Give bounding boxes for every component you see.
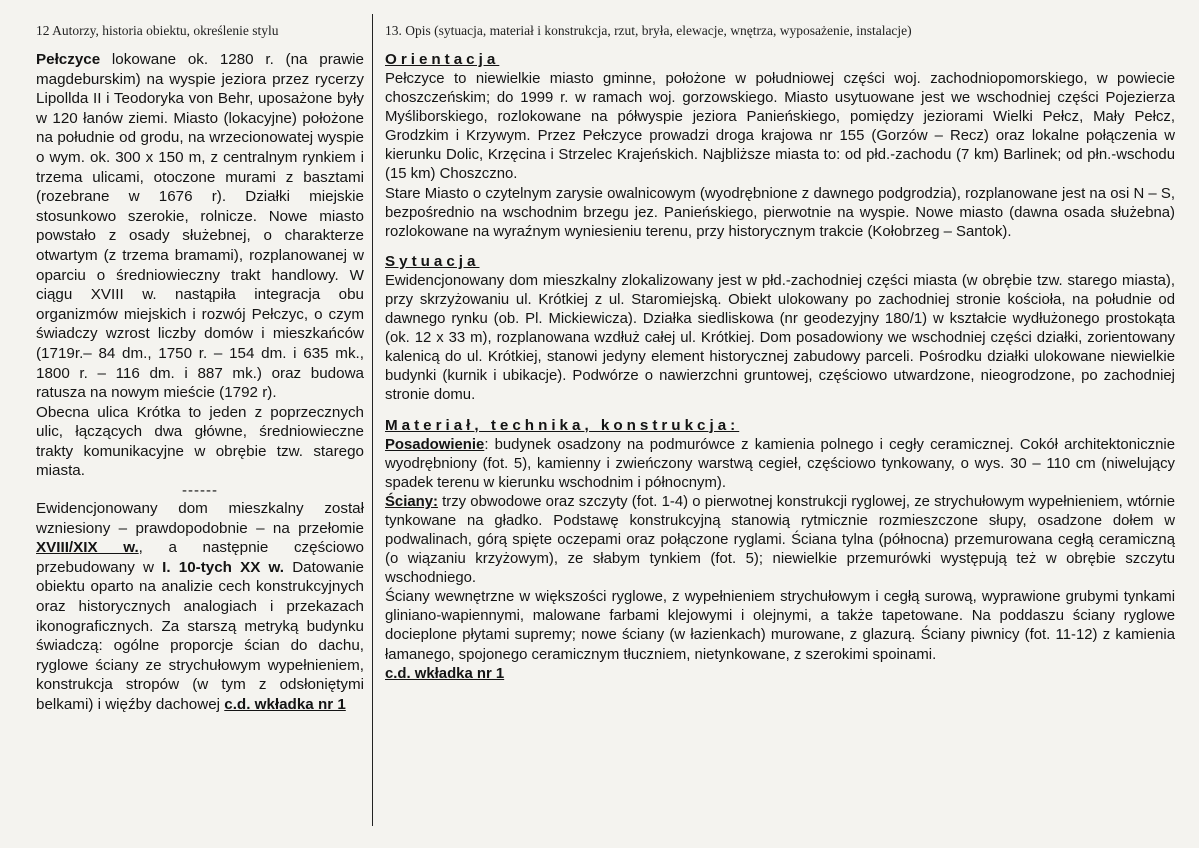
dating-text-a: Ewidencjonowany dom mieszkalny został wzniesiony – prawdopodobnie – na przełomie — [36, 500, 364, 537]
continuation-note-left: c.d. wkładka nr 1 — [224, 696, 346, 713]
material-heading: Materiał, technika, konstrukcja: — [385, 416, 740, 434]
history-text: lokowane ok. 1280 r. (na prawie magdeburskim) na wyspie jeziora przez rycerzy Lipollda II i Teodoryka von Behr, uposażone były w 120 łanów ziemi. Miasto (lokacyjne) położone na południe od grodu, na wrzecionowatej wyspie o wym. ok. 300 x 150 m, z centralnym rynkiem i trzema ulicami, otoczone murami z basztami (rozebrane w 1676 r). Działki miejskie stosunkowo szerokie, rolnicze. Nowe miasto powstało z osady służebnej, o charakterze otwartym (z trzema bramami), rozplanowanej w oparciu o średniowieczny trakt handlowy. W ciągu XVIII w. nastąpiła integracja obu organizmów miejskich i rozwój Pełczyc, o czym świadczy wzrost liczby domów i mieszkańców (1719r.– 84 dm., 1750 r. – 154 dm. i 635 mk., 1800 r. – 116 dm. i 887 mk.) oraz budowa ratusza na nowym mieście (1792 r). — [36, 51, 364, 402]
history-paragraph — [36, 50, 364, 403]
sytuacja-heading: Sytuacja — [385, 252, 480, 270]
sytuacja-paragraph: Ewidencjonowany dom mieszkalny zlokalizowany jest w płd.-zachodniej części miasta (w obrębie tzw. starego miasta), przy skrzyżowaniu ul. Krótkiej z ul. Staromiejską. Obiekt ulokowany po zachodniej stronie kościoła, na południe od dawnego rynku (ob. Pl. Mickiewicza). Działka siedliskowa (nr geodezyjny 180/1) w kształcie wydłużonego prostokąta (ok. 12 x 33 m), rozplanowana wzdłuż całej ul. Krótkiej. Dom posadowiony we wschodniej części działki, zorientowany kalenicą do ul. Krótkiej, stanowi jedyny element historycznej zabudowy parceli. Pośrodku działki ulokowane niewielkie budynki (kurnik i ubikacje). Podwórze o nawierzchni gruntowej, częściowo utwardzone, nieogrodzone, po zachodniej stronie domu. — [385, 272, 1175, 404]
posadowienie-text: : budynek osadzony na podmurówce z kamienia polnego i cegły ceramicznej. Cokół architektonicznie wyodrębniony (fot. 5), kamienny i zwieńczony warstwą cegieł, częściowo tynkowany, o wys. 30 – 110 cm (niwelujący spadek terenu w kierunku wschodnim i północnym). — [385, 436, 1175, 491]
posadowienie-paragraph — [385, 436, 1175, 493]
right-column-header: 13. Opis (sytuacja, materiał i konstrukcja, rzut, bryła, elewacje, wnętrza, wyposażenie, instalacje) — [385, 23, 912, 38]
dating-rebuild: I. 10-tych XX w. — [162, 558, 285, 576]
section-separator: ------ — [182, 482, 218, 500]
orientacja-paragraph-1: Pełczyce to niewielkie miasto gminne, położone w południowej części woj. zachodniopomorskiego, w powiecie choszczeńskim; do 1999 r. w ramach woj. gorzowskiego. Miasto usytuowane jest we wschodniej części Pojezierza Myśliborskiego, rozlokowane na półwyspie jeziora Panieńskiego, pomiędzy jeziorami Wielki Pełcz, Mały Pełcz, Grodzkim i Krzywym. Przez Pełczyce prowadzi droga krajowa nr 155 (Gorzów – Recz) oraz lokalne połączenia w kierunku Dolic, Krzęcina i Strzelec Krajeńskich. Najbliższe miasta to: od płd.-zachodu (7 km) Barlinek; od płn.-wschodu (15 km) Choszczno. — [385, 71, 1175, 183]
sciany-text: trzy obwodowe oraz szczyty (fot. 1-4) o pierwotnej konstrukcji ryglowej, ze strychułowym wypełnieniem, wtórnie tynkowane na gładko. Podstawę konstrukcyjną stanowią rytmicznie rozmieszczone słupy, osadzone dołem w podwalinach, górą spięte oczepami oraz połączone ryglami. Ściana tylna (północna) przemurowana cegłą ceramiczną (o wiązaniu krzyżowym), ze słabym tynkiem (fot. 5); niewielkie przemurówki występują też w obrębie szczytu wschodniego. — [385, 493, 1175, 587]
street-paragraph: Obecna ulica Krótka to jeden z poprzecznych ulic, łączących dwa główne, średniowieczne trakty komunikacyjne w obrębie tzw. starego miasta. — [36, 403, 364, 480]
column-divider — [372, 14, 373, 826]
left-column — [36, 22, 364, 715]
sciany-paragraph — [385, 493, 1175, 588]
posadowienie-label: Posadowienie — [385, 436, 485, 453]
right-column — [385, 22, 1175, 684]
continuation-note-right: c.d. wkładka nr 1 — [385, 665, 505, 682]
orientacja-heading: Orientacja — [385, 51, 500, 68]
dating-text-e: Datowanie obiektu oparto na analizie cech konstrukcyjnych oraz historycznych analogiach i przekazach ikonograficznych. Za starszą metryką budynku świadczą: ogólne proporcje ścian do dachu, ryglowe ściany ze strychułowym wypełnieniem, konstrukcja stropów (w tym z odsłoniętymi belkami) i więźby dachowej — [36, 558, 364, 713]
dating-text-c: , a następnie częściowo przebudowany w — [36, 539, 364, 576]
history-lead: Pełczyce — [36, 51, 101, 68]
sciany-wewnetrzne-paragraph: Ściany wewnętrzne w większości ryglowe, z wypełnieniem strychułowym i cegłą surową, wyprawione grubymi tynkami gliniano-wapiennymi, malowane farbami klejowymi i olejnymi, a także tapetowane. Na poddaszu ściany ryglowe docieplone płytami supremy; nowe ściany (w łazienkach) murowane, z glazurą. Ściany piwnicy (fot. 11-12) z kamienia łamanego, spojonego ceramicznym tłuczniem, nietynkowane, z szerokimi spoinami. — [385, 589, 1175, 663]
sciany-label: Ściany: — [385, 493, 438, 510]
left-column-header: 12 Autorzy, historia obiektu, określenie stylu — [36, 23, 279, 38]
dating-century: XVIII/XIX w. — [36, 539, 139, 557]
orientacja-paragraph-2: Stare Miasto o czytelnym zarysie owalnicowym (wyodrębnione z dawnego podgrodzia), rozplanowane jest na osi N – S, bezpośrednio na wschodnim brzegu jez. Panieńskiego, pierwotnie na wyspie. Nowe miasto (dawna osada służebna) rozlokowane na wyraźnym wyniesieniu terenu, przy historycznym trakcie (Kołobrzeg – Santok). — [385, 185, 1175, 240]
dating-paragraph — [36, 499, 364, 715]
